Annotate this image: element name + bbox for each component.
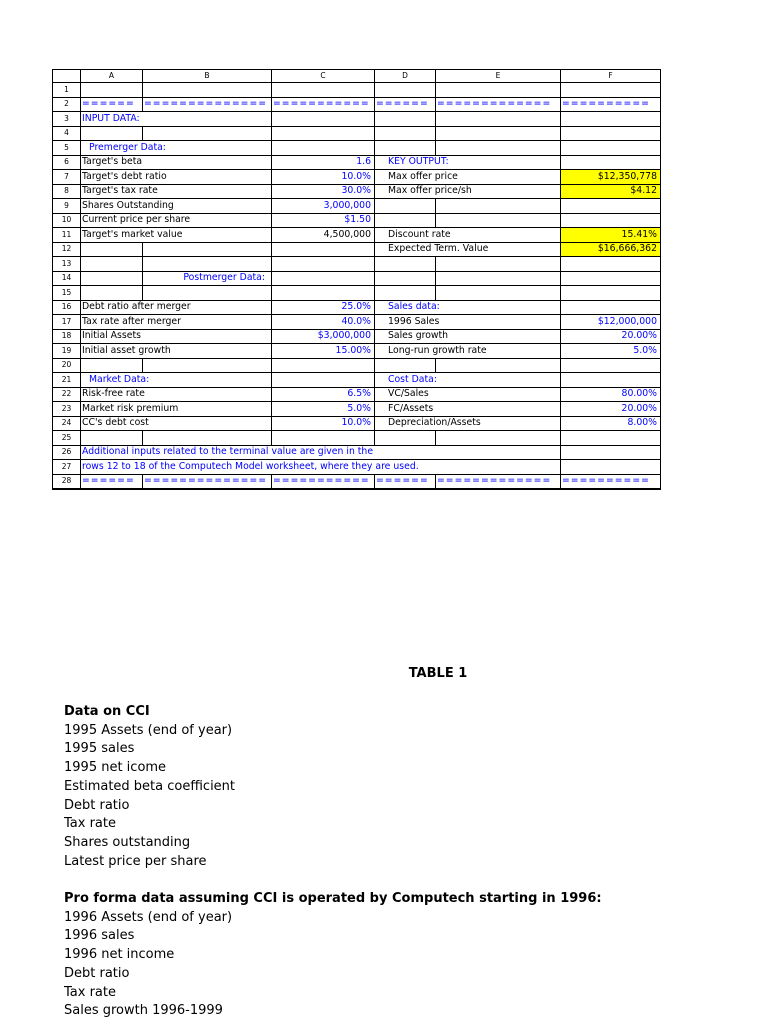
- empty-cell: [436, 112, 561, 127]
- empty-cell: [375, 431, 436, 446]
- sheet-row-19: [53, 344, 661, 359]
- sheet-row-3: [53, 112, 661, 127]
- long-run-growth-rate-value: 5.0%: [561, 344, 661, 359]
- target-beta-label: Target's beta: [81, 155, 272, 170]
- pro-forma-item: Debt ratio: [64, 965, 130, 981]
- target-market-value-label: Target's market value: [81, 228, 272, 243]
- pro-forma-item: Tax rate: [64, 984, 116, 1000]
- pro-forma-item: 1996 sales: [64, 928, 135, 944]
- row-number: 13: [53, 257, 81, 272]
- empty-cell: [436, 126, 561, 141]
- row-number: 23: [53, 402, 81, 417]
- row-number: 17: [53, 315, 81, 330]
- empty-cell: [375, 83, 436, 98]
- cci-data-item: 1995 sales: [64, 741, 135, 757]
- shares-outstanding-value: 3,000,000: [272, 199, 375, 214]
- cc-debt-cost-label: CC's debt cost: [81, 416, 272, 431]
- row-number: 5: [53, 141, 81, 156]
- empty-cell: [561, 213, 661, 228]
- empty-cell: [272, 431, 375, 446]
- sheet-row-18: [53, 329, 661, 344]
- empty-cell: [143, 126, 272, 141]
- target-debt-ratio-label: Target's debt ratio: [81, 170, 272, 185]
- row-number: 27: [53, 460, 81, 475]
- sheet-row-17: [53, 315, 661, 330]
- sheet-row-12: [53, 242, 661, 257]
- row-number: 22: [53, 387, 81, 402]
- empty-cell: [561, 300, 661, 315]
- empty-cell: [143, 242, 272, 257]
- empty-cell: [272, 358, 375, 373]
- cci-data-item: Debt ratio: [64, 797, 130, 813]
- empty-cell: [272, 112, 375, 127]
- empty-cell: [375, 271, 436, 286]
- initial-assets-label: Initial Assets: [81, 329, 272, 344]
- row-number: 21: [53, 373, 81, 388]
- fc-assets-value: 20.00%: [561, 402, 661, 417]
- cci-data-item: 1995 Assets (end of year): [64, 722, 233, 738]
- empty-cell: [272, 373, 375, 388]
- postmerger-data-heading: Postmerger Data:: [143, 271, 272, 286]
- max-offer-price-per-share-value: $4.12: [561, 184, 661, 199]
- row-number: 19: [53, 344, 81, 359]
- initial-asset-growth-label: Initial asset growth: [81, 344, 272, 359]
- empty-cell: [272, 83, 375, 98]
- empty-cell: [561, 431, 661, 446]
- empty-cell: [81, 242, 143, 257]
- empty-cell: [81, 126, 143, 141]
- empty-cell: [375, 199, 436, 214]
- sales-growth-value: 20.00%: [561, 329, 661, 344]
- column-header-a: A: [81, 70, 143, 83]
- corner-cell: [53, 70, 81, 83]
- empty-cell: [375, 286, 436, 301]
- sheet-row-24: [53, 416, 661, 431]
- target-debt-ratio-value: 10.0%: [272, 170, 375, 185]
- row-number: 20: [53, 358, 81, 373]
- sheet-row-13: [53, 257, 661, 272]
- empty-cell: [375, 213, 436, 228]
- empty-cell: [561, 460, 661, 475]
- initial-assets-value: $3,000,000: [272, 329, 375, 344]
- empty-cell: [436, 431, 561, 446]
- vc-sales-label: VC/Sales: [375, 387, 561, 402]
- document-text: [64, 703, 754, 1021]
- column-header-row: [53, 70, 661, 83]
- cci-data-item: Estimated beta coefficient: [64, 778, 236, 794]
- cci-data-item: 1995 net icome: [64, 760, 167, 776]
- empty-cell: [436, 199, 561, 214]
- debt-ratio-after-merger-label: Debt ratio after merger: [81, 300, 272, 315]
- empty-cell: [375, 257, 436, 272]
- depreciation-assets-value: 8.00%: [561, 416, 661, 431]
- target-beta-value: 1.6: [272, 155, 375, 170]
- tax-rate-after-merger-label: Tax rate after merger: [81, 315, 272, 330]
- sales-growth-label: Sales growth: [375, 329, 561, 344]
- premerger-data-heading: Premerger Data:: [81, 141, 272, 156]
- sales-data-heading: Sales data:: [375, 300, 561, 315]
- empty-cell: [561, 445, 661, 460]
- empty-cell: [436, 271, 561, 286]
- cc-debt-cost-value: 10.0%: [272, 416, 375, 431]
- row-number: 10: [53, 213, 81, 228]
- separator-cell: ===========: [272, 97, 375, 112]
- row-number: 14: [53, 271, 81, 286]
- max-offer-price-value: $12,350,778: [561, 170, 661, 185]
- row-number: 7: [53, 170, 81, 185]
- empty-cell: [436, 83, 561, 98]
- separator-cell: ==========: [561, 97, 661, 112]
- max-offer-price-label: Max offer price: [375, 170, 561, 185]
- separator-cell: ==============: [143, 97, 272, 112]
- separator-cell: ===========: [272, 474, 375, 489]
- sheet-row-10: [53, 213, 661, 228]
- discount-rate-value: 15.41%: [561, 228, 661, 243]
- cci-data-item: Latest price per share: [64, 853, 207, 869]
- empty-cell: [272, 141, 375, 156]
- empty-cell: [81, 83, 143, 98]
- pro-forma-heading: Pro forma data assuming CCI is operated by Computech starting in 1996:: [64, 891, 602, 907]
- empty-cell: [436, 286, 561, 301]
- sheet-row-25: [53, 431, 661, 446]
- market-data-heading: Market Data:: [81, 373, 272, 388]
- spreadsheet-table: [52, 69, 661, 490]
- empty-cell: [272, 126, 375, 141]
- sheet-row-21: [53, 373, 661, 388]
- empty-cell: [561, 271, 661, 286]
- sheet-row-4: [53, 126, 661, 141]
- target-tax-rate-value: 30.0%: [272, 184, 375, 199]
- expected-terminal-value-value: $16,666,362: [561, 242, 661, 257]
- fc-assets-label: FC/Assets: [375, 402, 561, 417]
- separator-cell: ======: [375, 474, 436, 489]
- target-tax-rate-label: Target's tax rate: [81, 184, 272, 199]
- empty-cell: [561, 112, 661, 127]
- column-header-f: F: [561, 70, 661, 83]
- separator-cell: =============: [436, 474, 561, 489]
- target-market-value-value: 4,500,000: [272, 228, 375, 243]
- debt-ratio-after-merger-value: 25.0%: [272, 300, 375, 315]
- sheet-row-7: [53, 170, 661, 185]
- cost-data-heading: Cost Data:: [375, 373, 561, 388]
- empty-cell: [436, 358, 561, 373]
- empty-cell: [81, 286, 143, 301]
- row-number: 3: [53, 112, 81, 127]
- input-data-heading: INPUT DATA:: [81, 112, 272, 127]
- cci-data-item: Shares outstanding: [64, 834, 191, 850]
- table-title: TABLE 1: [408, 666, 468, 681]
- empty-cell: [561, 373, 661, 388]
- long-run-growth-rate-label: Long-run growth rate: [375, 344, 561, 359]
- sales-1996-label: 1996 Sales: [375, 315, 561, 330]
- sheet-row-16: [53, 300, 661, 315]
- sheet-row-20: [53, 358, 661, 373]
- empty-cell: [561, 199, 661, 214]
- current-price-label: Current price per share: [81, 213, 272, 228]
- risk-free-rate-label: Risk-free rate: [81, 387, 272, 402]
- empty-cell: [81, 271, 143, 286]
- pro-forma-item: 1996 net income: [64, 947, 175, 963]
- sheet-row-8: [53, 184, 661, 199]
- key-output-heading: KEY OUTPUT:: [375, 155, 561, 170]
- empty-cell: [561, 141, 661, 156]
- sheet-row-28: [53, 474, 661, 489]
- row-number: 1: [53, 83, 81, 98]
- empty-cell: [272, 271, 375, 286]
- column-header-c: C: [272, 70, 375, 83]
- empty-cell: [81, 358, 143, 373]
- market-risk-premium-label: Market risk premium: [81, 402, 272, 417]
- sheet-row-6: [53, 155, 661, 170]
- sheet-row-2: [53, 97, 661, 112]
- empty-cell: [143, 286, 272, 301]
- sales-1996-value: $12,000,000: [561, 315, 661, 330]
- empty-cell: [561, 155, 661, 170]
- empty-cell: [375, 358, 436, 373]
- separator-cell: ======: [81, 97, 143, 112]
- empty-cell: [143, 431, 272, 446]
- sheet-row-1: [53, 83, 661, 98]
- pro-forma-item: 1996 Assets (end of year): [64, 909, 233, 925]
- row-number: 26: [53, 445, 81, 460]
- sheet-row-14: [53, 271, 661, 286]
- sheet-row-5: [53, 141, 661, 156]
- row-number: 8: [53, 184, 81, 199]
- risk-free-rate-value: 6.5%: [272, 387, 375, 402]
- terminal-value-note-line-1: Additional inputs related to the terminal value are given in the: [81, 445, 561, 460]
- row-number: 28: [53, 474, 81, 489]
- empty-cell: [143, 257, 272, 272]
- current-price-value: $1.50: [272, 213, 375, 228]
- row-number: 15: [53, 286, 81, 301]
- column-header-d: D: [375, 70, 436, 83]
- row-number: 24: [53, 416, 81, 431]
- column-header-e: E: [436, 70, 561, 83]
- row-number: 16: [53, 300, 81, 315]
- shares-outstanding-label: Shares Outstanding: [81, 199, 272, 214]
- empty-cell: [81, 431, 143, 446]
- empty-cell: [81, 257, 143, 272]
- pro-forma-item: Sales growth 1996-1999: [64, 1003, 223, 1019]
- market-risk-premium-value: 5.0%: [272, 402, 375, 417]
- row-number: 25: [53, 431, 81, 446]
- empty-cell: [143, 83, 272, 98]
- sheet-row-11: [53, 228, 661, 243]
- row-number: 12: [53, 242, 81, 257]
- empty-cell: [561, 83, 661, 98]
- sheet-row-26: [53, 445, 661, 460]
- empty-cell: [375, 141, 436, 156]
- empty-cell: [561, 286, 661, 301]
- empty-cell: [272, 286, 375, 301]
- separator-cell: ======: [81, 474, 143, 489]
- depreciation-assets-label: Depreciation/Assets: [375, 416, 561, 431]
- row-number: 4: [53, 126, 81, 141]
- empty-cell: [436, 141, 561, 156]
- terminal-value-note-line-2: rows 12 to 18 of the Computech Model worksheet, where they are used.: [81, 460, 561, 475]
- row-number: 9: [53, 199, 81, 214]
- separator-cell: ======: [375, 97, 436, 112]
- sheet-row-22: [53, 387, 661, 402]
- empty-cell: [561, 257, 661, 272]
- row-number: 6: [53, 155, 81, 170]
- empty-cell: [272, 257, 375, 272]
- sheet-row-15: [53, 286, 661, 301]
- sheet-row-27: [53, 460, 661, 475]
- empty-cell: [143, 358, 272, 373]
- separator-cell: ==============: [143, 474, 272, 489]
- row-number: 18: [53, 329, 81, 344]
- cci-data-item: Tax rate: [64, 816, 116, 832]
- max-offer-price-per-share-label: Max offer price/sh: [375, 184, 561, 199]
- expected-terminal-value-label: Expected Term. Value: [375, 242, 561, 257]
- discount-rate-label: Discount rate: [375, 228, 561, 243]
- empty-cell: [375, 112, 436, 127]
- row-number: 2: [53, 97, 81, 112]
- initial-asset-growth-value: 15.00%: [272, 344, 375, 359]
- vc-sales-value: 80.00%: [561, 387, 661, 402]
- sheet-row-23: [53, 402, 661, 417]
- separator-cell: ==========: [561, 474, 661, 489]
- tax-rate-after-merger-value: 40.0%: [272, 315, 375, 330]
- empty-cell: [375, 126, 436, 141]
- empty-cell: [436, 213, 561, 228]
- empty-cell: [272, 242, 375, 257]
- sheet-row-9: [53, 199, 661, 214]
- row-number: 11: [53, 228, 81, 243]
- column-header-b: B: [143, 70, 272, 83]
- empty-cell: [561, 126, 661, 141]
- empty-cell: [561, 358, 661, 373]
- cci-data-heading: Data on CCI: [64, 704, 150, 719]
- separator-cell: =============: [436, 97, 561, 112]
- empty-cell: [436, 257, 561, 272]
